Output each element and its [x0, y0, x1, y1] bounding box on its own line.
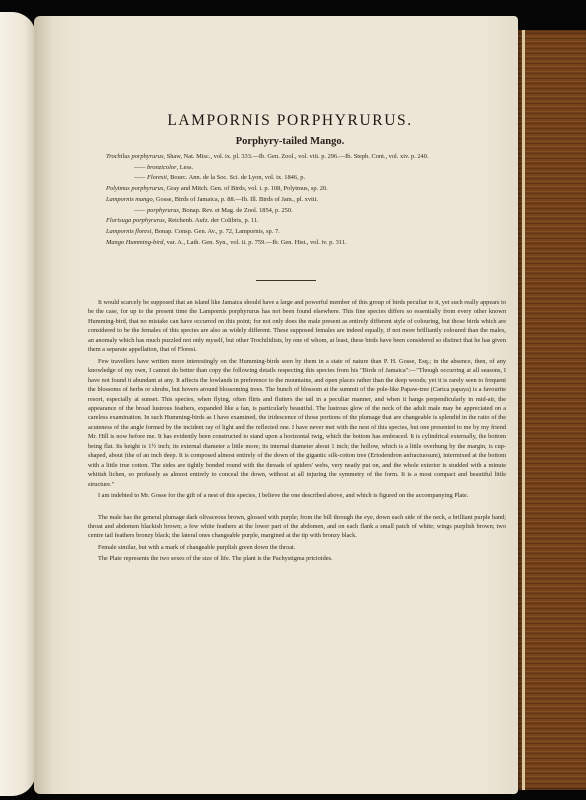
body-text	[88, 298, 506, 566]
paragraph: The Plate represents the two sexes of the size of life. The plant is the Pachystigma pricioides.	[98, 555, 333, 563]
paragraph: Female similar, but with a mark of changeable purplish green down the throat.	[98, 543, 296, 551]
paragraph: It would scarcely be supposed that an island like Jamaica should have a large and powerful member of this group of birds peculiar to it, yet such really appears to be the case, for up to the present time the Lampornis porphyrurus has not been found elsewhere. This fine species differs so essentially from every other known Humming-bird, that no mistake can have occurred on this point; for not only does the male present as entirely different style of colouring, but those birds which are considered to be the females of this species are also as widely different. These supposed females are indeed equally, if not more brilliantly coloured than the males, an anomaly which has much puzzled not only myself, but other Trochilidists, by one of whom, at least, these birds have been considered so distinct that he has given them a separate appellation, that of Floresi.	[88, 299, 506, 354]
page-title: LAMPORNIS PORPHYRURUS.	[167, 112, 413, 129]
synonym-entry: —— Floresii, Bourc. Ann. de la Soc. Sci. de Lyon, vol. ix. 1846, p.	[134, 174, 306, 182]
synonym-entry: Florisuga porphyrurus, Reichenb. Aufz. der Colibris, p. 11.	[106, 217, 259, 225]
synonym-entry: —— porphyrurus, Bonap. Rev. et Mag. de Zool. 1854, p. 250.	[134, 206, 293, 214]
paragraph: The male has the general plumage dark olivaceous brown, glossed with purple; from the bill through the eye, down each side of the neck, a brilliant purple band; throat and abdomen blackish brown; a few white feathers at the lower part of the abdomen, and on each flank a small patch of white; wings purplish brown; two centre tail feathers bronzy black; the lateral ones changeable purple, margined at the tip with bronzy black.	[88, 513, 506, 540]
synonym-entry: Mango Humming-bird, var. A., Lath. Gen. Syn., vol. ii. p. 759.—Ib. Gen. Hist., vol. iv. p. 311.	[106, 238, 347, 246]
synonym-entry: Polytmus porphyrurus, Gray and Mitch. Gen. of Birds, vol. i. p. 108, Polytmus, sp. 20.	[106, 185, 328, 193]
synonym-entry: Lampornis mango, Gosse, Birds of Jamaica, p. 88.—Ib. Ill. Birds of Jam., pl. xviii.	[106, 195, 318, 203]
synonym-entry: Trochilus porphyrurus, Shaw, Nat. Misc., vol. ix. pl. 333.—Ib. Gen. Zool., vol. viii. p. 296.—Ib. Steph. Cont., vol. xiv. p. 240.	[106, 153, 429, 160]
left-page-edge	[0, 12, 36, 796]
synonym-entry: Lampornis floresi, Bonap. Consp. Gen. Av., p. 72, Lampornis, sp. 7.	[106, 227, 280, 235]
paragraph: Few travellers have written more interestingly on the Humming-birds seen by them in a state of nature than P. H. Gosse, Esq.; in the absence, then, of any knowledge of my own, I cannot do better than copy the following details respecting this species from his "Birds of Jamaica":—"Though occurring at all seasons, I have not found it abundant at any. It affects the lowlands in preference to the mountains, and open places rather than the deep woods; yet it is rarely seen to frequent the blossoms of herbs or shrubs, but hovers around blossoming trees. The bunch of blossom at the summit of the pole-like Papaw-tree (Carica papaya) is a favourite resort, especially at sunset. This species, when flying, often flirts and flutters the tail in a peculiar manner, and when it hangs perpendicularly in mid-air, the appearance of the broad lustrous feathers, expanded like a fan, is particularly beautiful. The lustrous glow of the neck of the adult male may be appreciated on a careless examination. In such Humming-birds as I have examined, the iridescence of those portions of the plumage that are changeable is splendid in the ratio of the acuteness of the angle formed by the incident ray of light and the reflected one. I have never met with the nest of this species, but one presented to me by my friend Mr. Hill is now before me. It has evidently been constructed to stand upon a horizontal twig, which the bottom has embraced. It is cylindrical externally, the bottom being flat. Its height is 1½ inch; its external diameter a little more; its internal diameter about 1 inch; the hollow, which is a little overhung by the margin, is cup-shaped, about (the of an inch deep. It is composed almost entirely of the down of the gigantic silk-cotton tree (Eriodendron anfractuosum), intermixed at the bottom with a little true cotton. The sides are tightly bonded round with the threads of spiders' webs, very neatly put on, and the whole exterior is studded with a minute whitish lichen, so profusely as almost entirely to conceal the down, without at all injuring the symmetry of the form. It is a most compact and beautiful little structure."	[88, 357, 506, 488]
gilt-page-edges	[516, 30, 586, 790]
section-divider	[256, 280, 316, 281]
page-subtitle: Porphyry-tailed Mango.	[235, 136, 345, 147]
synonym-entry: —— bronzicolor, Less.	[134, 163, 194, 171]
synonymy-list	[106, 152, 506, 248]
paragraph: I am indebted to Mr. Gosse for the gift of a nest of this species, I believe the one described above, and which is figured on the accompanying Plate.	[98, 492, 469, 500]
